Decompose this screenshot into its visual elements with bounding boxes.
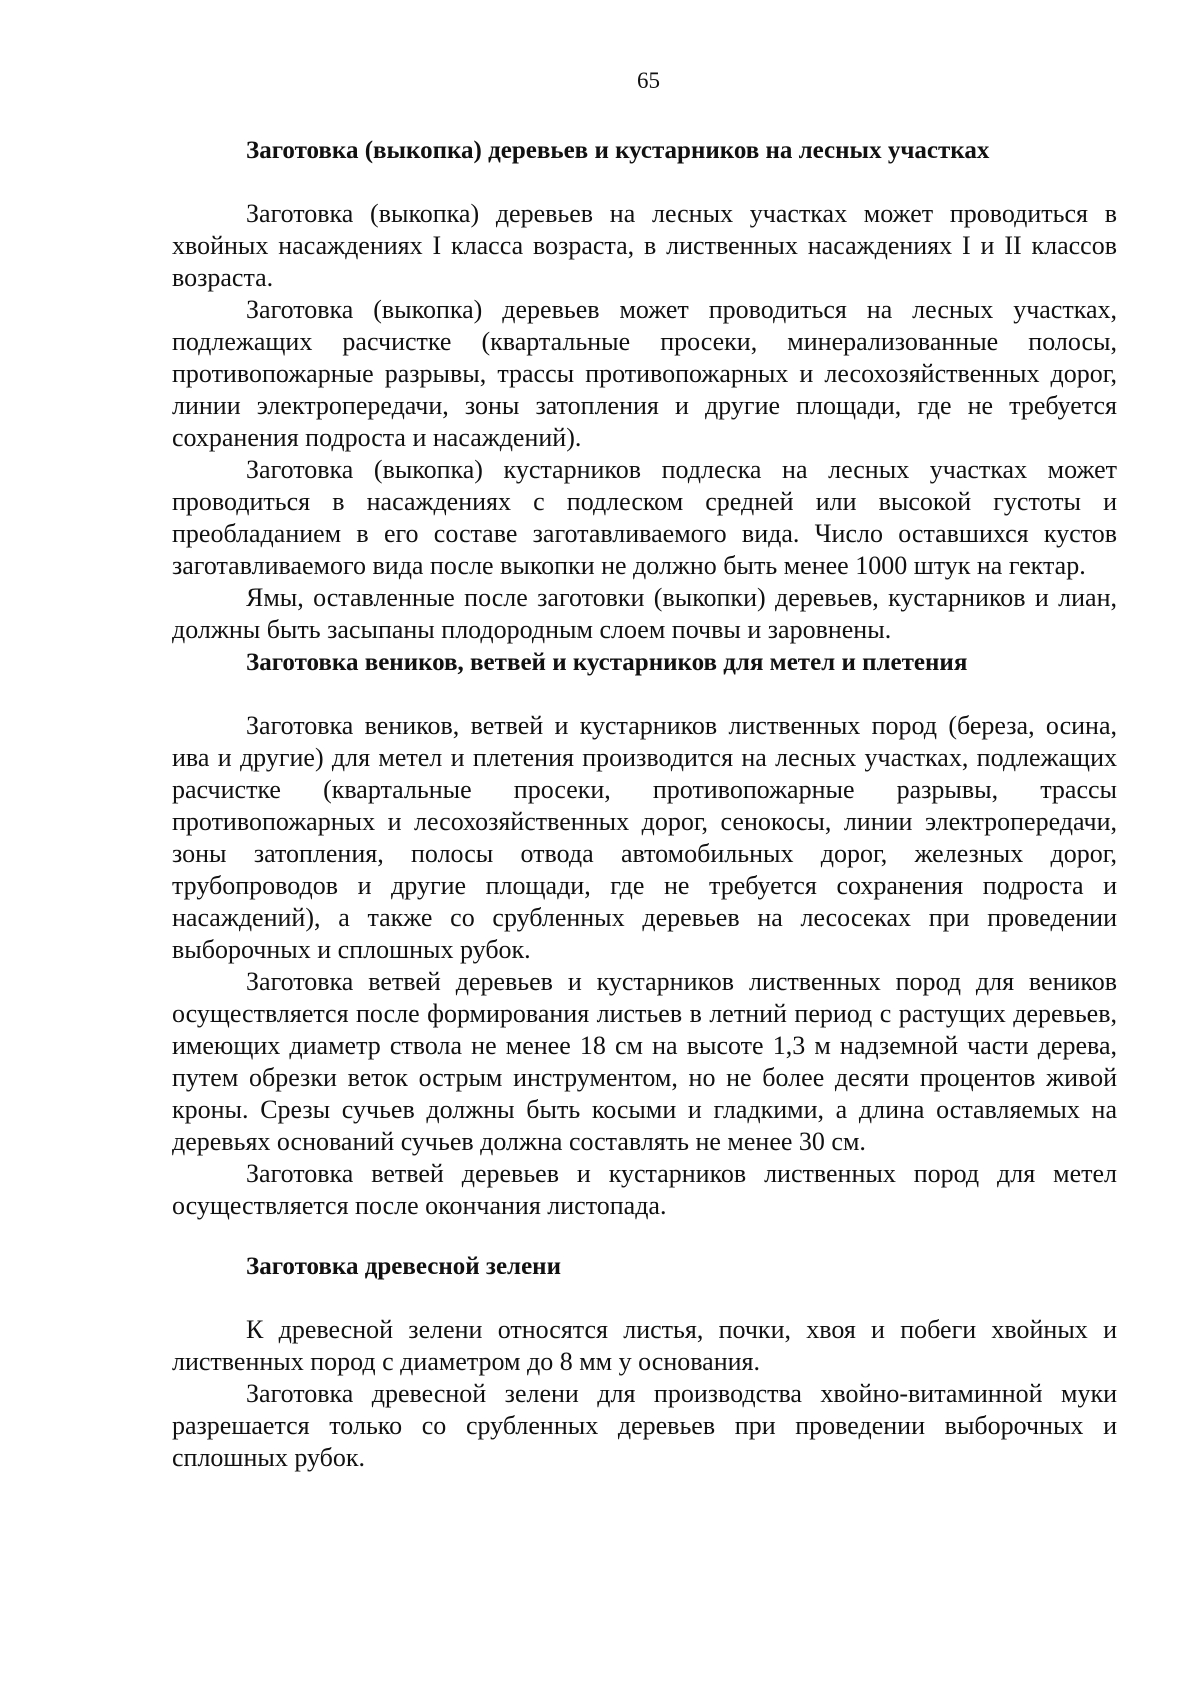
section-wood-greenery: [172, 1314, 1117, 1474]
section-heading-tree-digging: Заготовка (выкопка) деревьев и кустарников на лесных участках: [246, 137, 990, 164]
section-heading-wood-greenery: Заготовка древесной зелени: [246, 1253, 561, 1280]
paragraph: Заготовка веников, ветвей и кустарников лиственных пород (береза, осина, ива и другие) для метел и плетения производится на лесных участках, подлежащих расчистке (квартальные просеки, противопожарные разрывы, трассы противопожарных и лесохозяйственных дорог, сенокосы, линии электропередачи, зоны затопления, полосы отвода автомобильных дорог, железных дорог, трубопроводов и другие площади, где не требуется сохранения подроста и насаждений), а также со срубленных деревьев на лесосеках при проведении выборочных и сплошных рубок.: [172, 711, 1117, 964]
section-heading-brooms-branches: Заготовка веников, ветвей и кустарников для метел и плетения: [246, 649, 968, 676]
section-brooms-branches: [172, 710, 1117, 1222]
paragraph: Заготовка древесной зелени для производства хвойно-витаминной муки разрешается только со срубленных деревьев при проведении выборочных и сплошных рубок.: [172, 1379, 1117, 1472]
paragraph: Заготовка (выкопка) деревьев на лесных участках может проводиться в хвойных насаждениях I класса возраста, в лиственных насаждениях I и II классов возраста.: [172, 199, 1117, 292]
section-tree-digging: [172, 198, 1117, 646]
paragraph: Заготовка ветвей деревьев и кустарников лиственных пород для метел осуществляется после окончания листопада.: [172, 1159, 1117, 1220]
paragraph: Заготовка (выкопка) деревьев может проводиться на лесных участках, подлежащих расчистке (квартальные просеки, минерализованные полосы, противопожарные разрывы, трассы противопожарных и лесохозяйственных дорог, линии электропередачи, зоны затопления и другие площади, где не требуется сохранения подроста и насаждений).: [172, 295, 1117, 452]
paragraph: Заготовка ветвей деревьев и кустарников лиственных пород для веников осуществляется после формирования листьев в летний период с растущих деревьев, имеющих диаметр ствола не менее 18 см на высоте 1,3 м надземной части дерева, путем обрезки веток острым инструментом, но не более десяти процентов живой кроны. Срезы сучьев должны быть косыми и гладкими, а длина оставляемых на деревьях оснований сучьев должна составлять не менее 30 см.: [172, 967, 1117, 1156]
paragraph: Ямы, оставленные после заготовки (выкопки) деревьев, кустарников и лиан, должны быть засыпаны плодородным слоем почвы и заровнены.: [172, 583, 1117, 644]
page-number: 65: [637, 68, 660, 93]
paragraph: Заготовка (выкопка) кустарников подлеска на лесных участках может проводиться в насаждениях с подлеском средней или высокой густоты и преобладанием в его составе заготавливаемого вида. Число оставшихся кустов заготавливаемого вида после выкопки не должно быть менее 1000 штук на гектар.: [172, 455, 1117, 580]
paragraph: К древесной зелени относятся листья, почки, хвоя и побеги хвойных и лиственных пород с диаметром до 8 мм у основания.: [172, 1315, 1117, 1376]
document-page: [172, 66, 1117, 1474]
